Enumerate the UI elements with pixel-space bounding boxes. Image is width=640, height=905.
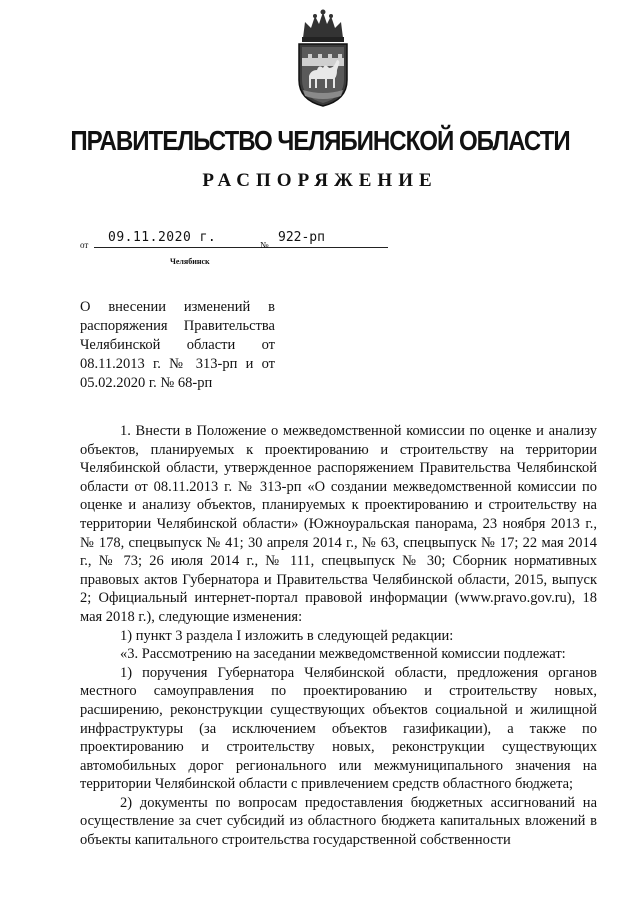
body-paragraph-5: 2) документы по вопросам предоставления бюджетных ассигнований на осуществление за счет субсидий из областного бюджета капитальных вложений в объекты капитального строительства государственной собственности — [80, 794, 597, 849]
body-paragraph-1: 1. Внести в Положение о межведомственной комиссии по оценке и анализу объектов, планируемых к проектированию и строительству на территории Челябинской области, утвержденное распоряжением Правительства Челябинской области от 08.11.2013 г. № 313-рп «О создании межведомственной комиссии по оценке и анализу объектов, планируемых к проектированию и строительству на территории Челябинской области» (Южноуральская панорама, 23 ноября 2013 г., № 178, спецвыпуск № 41; 30 апреля 2014 г., № 63, спецвыпуск № 17; 22 мая 2014 г., № 73; 26 июля 2014 г., № 111, спецвыпуск № 30; Сборник нормативных правовых актов Губернатора и Правительства Челябинской области, 2015, выпуск 2; Официальный интернет-портал правовой информации (www.pravo.gov.ru), 18 мая 2018 г.), следующие изменения: — [80, 423, 597, 625]
document-body — [80, 422, 597, 850]
document-number: 922-рп — [278, 230, 325, 245]
number-sign-label: № — [260, 240, 269, 250]
body-paragraph-2: 1) пункт 3 раздела I изложить в следующей редакции: — [120, 627, 454, 644]
document-city: Челябинск — [170, 257, 210, 266]
document-type-title: РАСПОРЯЖЕНИЕ — [202, 170, 438, 191]
document-date: 09.11.2020 г. — [108, 230, 217, 245]
document-subject: О внесении изменений в распоряжения Правительства Челябинской области от 08.11.2013 г. № 313-рп и от 05.02.2020 г. № 68-рп — [80, 299, 275, 391]
date-number-line — [80, 228, 340, 258]
number-underline — [274, 247, 388, 248]
date-underline — [94, 247, 274, 248]
coat-of-arms-emblem — [291, 8, 355, 108]
body-paragraph-4: 1) поручения Губернатора Челябинской области, предложения органов местного самоуправления по проектированию и строительству новых, расширению, реконструкции существующих объектов социальной и жилищной инфраструктуры (за исключением объектов газификации), а также по проектированию и строительству новых, реконструкции существующих автомобильных дорог регионального или межмуниципального значения на территории Челябинской области с привлечением средств областного бюджета; — [80, 664, 597, 793]
body-paragraph-3: «3. Рассмотрению на заседании межведомственной комиссии подлежат: — [120, 646, 566, 663]
date-prefix-label: от — [80, 240, 89, 250]
government-title: ПРАВИТЕЛЬСТВО ЧЕЛЯБИНСКОЙ ОБЛАСТИ — [70, 125, 570, 156]
